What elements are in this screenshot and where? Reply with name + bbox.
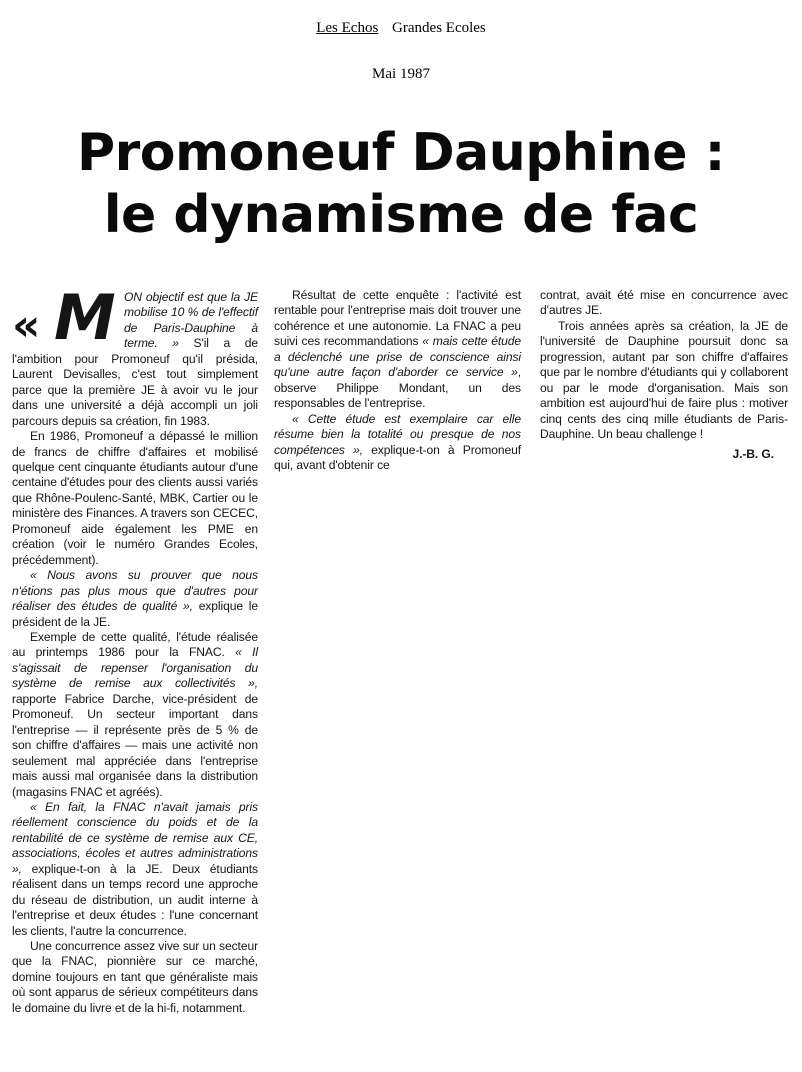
quote-text: « Il s'agissait de repenser l'organisation du système de remise aux collectivités », (12, 645, 258, 691)
article-column-3 (540, 288, 788, 462)
section-name: Grandes Ecoles (392, 20, 486, 36)
article-column-1 (12, 281, 259, 1016)
paragraph-6: Une concurrence assez vive sur un secteur que la FNAC, pionnière sur ce marché, domine toujours en tant que généraliste mais où sont apparus de sérieux compétiteurs dans le domaine du livre et de la hi-fi, notamment. (12, 939, 258, 1015)
quote-text: « Nous avons su prouver que nous n'étions pas plus mous que d'autres pour réaliser des études de qualité », (12, 568, 258, 614)
paragraph-2: En 1986, Promoneuf a dépassé le million de francs de chiffre d'affaires et mobilisé quelque cent cinquante étudiants autour d'une centaine d'études pour des clients aussi variés que Rhône-Poulenc-Santé, MBK, Cartier ou le ministère des Finances. A travers son CECEC, Promoneuf aide également les PME en création (voir le numéro Grandes Ecoles, précédemment). (12, 429, 258, 567)
source-line (0, 20, 802, 37)
drop-cap-letter: M (54, 281, 116, 354)
quote-text: « mais cette étude a déclenché une prise de conscience ainsi qu'une autre façon d'aborder ce service » (274, 334, 521, 380)
paragraph-8 (274, 412, 521, 474)
paragraph-text: Résultat de cette enquête : l'activité est rentable pour l'entreprise mais doit trouver une cohérence et une autonomie. La FNAC a peu suivi ces recommandations (274, 288, 521, 349)
drop-cap (12, 281, 116, 354)
article-column-2 (274, 288, 521, 473)
author-signature: J.-B. G. (732, 446, 774, 461)
headline-line-1: Promoneuf Dauphine : (77, 123, 725, 183)
paragraph-text: explique le président de la JE. (12, 599, 259, 629)
paragraph-1 (12, 281, 258, 429)
headline-line-2: le dynamisme de fac (103, 185, 699, 245)
paragraph-9: contrat, avait été mise en concurrence avec d'autres JE. (540, 288, 788, 318)
paragraph-4 (12, 630, 258, 800)
paragraph-7 (274, 288, 521, 412)
headline (0, 122, 802, 246)
paragraph-3 (12, 568, 258, 630)
paragraph-text: Exemple de cette qualité, l'étude réalisée au printemps 1986 pour la FNAC. (12, 629, 258, 660)
quote-text: « Cette étude est exemplaire car elle résume bien la totalité ou presque de nos compétences », (274, 411, 521, 457)
paragraph-text: explique-t-on à Promoneuf qui, avant d'obtenir ce (274, 442, 522, 472)
paragraph-5 (12, 800, 258, 939)
paragraph-text: explique-t-on à la JE. Deux étudiants réalisent dans un temps record une approche du réseau de distribution, un audit interne à l'entreprise et deux études : l'une concernant les clients, l'autre la concurrence. (12, 861, 258, 938)
opening-quote: ON objectif est que la JE mobilise 10 % de l'effectif de Paris-Dauphine à terme. » (124, 290, 258, 351)
paragraph-10: Trois années après sa création, la JE de l'université de Dauphine poursuit donc sa progression, autant par son chiffre d'affaires que par le nombre d'étudiants qui y collaborent ou par le mode d'organisation. Mais son ambition est aujourd'hui de faire plus : motiver cinq cents des cinq mille étudiants de Paris-Dauphine. Un beau challenge ! (540, 318, 788, 442)
paragraph-text: S'il a de l'ambition pour Promoneuf qu'il présida, Laurent Devisalles, c'est tout simplement parce que la première JE à avoir vu le jour dans une université a déjà accompli un joli parcours depuis sa création, fin 1983. (12, 336, 258, 428)
drop-cap-quote: « (12, 300, 41, 351)
paragraph-text: rapporte Fabrice Darche, vice-président de Promoneuf. Un secteur important dans l'entreprise — il représente près de 5 % de son chiffre d'affaires — mais une activité non seulement mal appréciée dans l'entreprise mais aussi mal organisée dans la distribution (magasins FNAC et agréés). (12, 691, 258, 799)
publication-name: Les Echos (316, 20, 379, 36)
quote-text: « En fait, la FNAC n'avait jamais pris réellement conscience du poids et de la rentabilité de ce système de remise aux CE, associations, écoles et autres administrations », (12, 799, 258, 876)
issue-date: Mai 1987 (372, 66, 430, 82)
paragraph-text: , observe Philippe Mondant, un des responsables de l'entreprise. (274, 365, 521, 411)
